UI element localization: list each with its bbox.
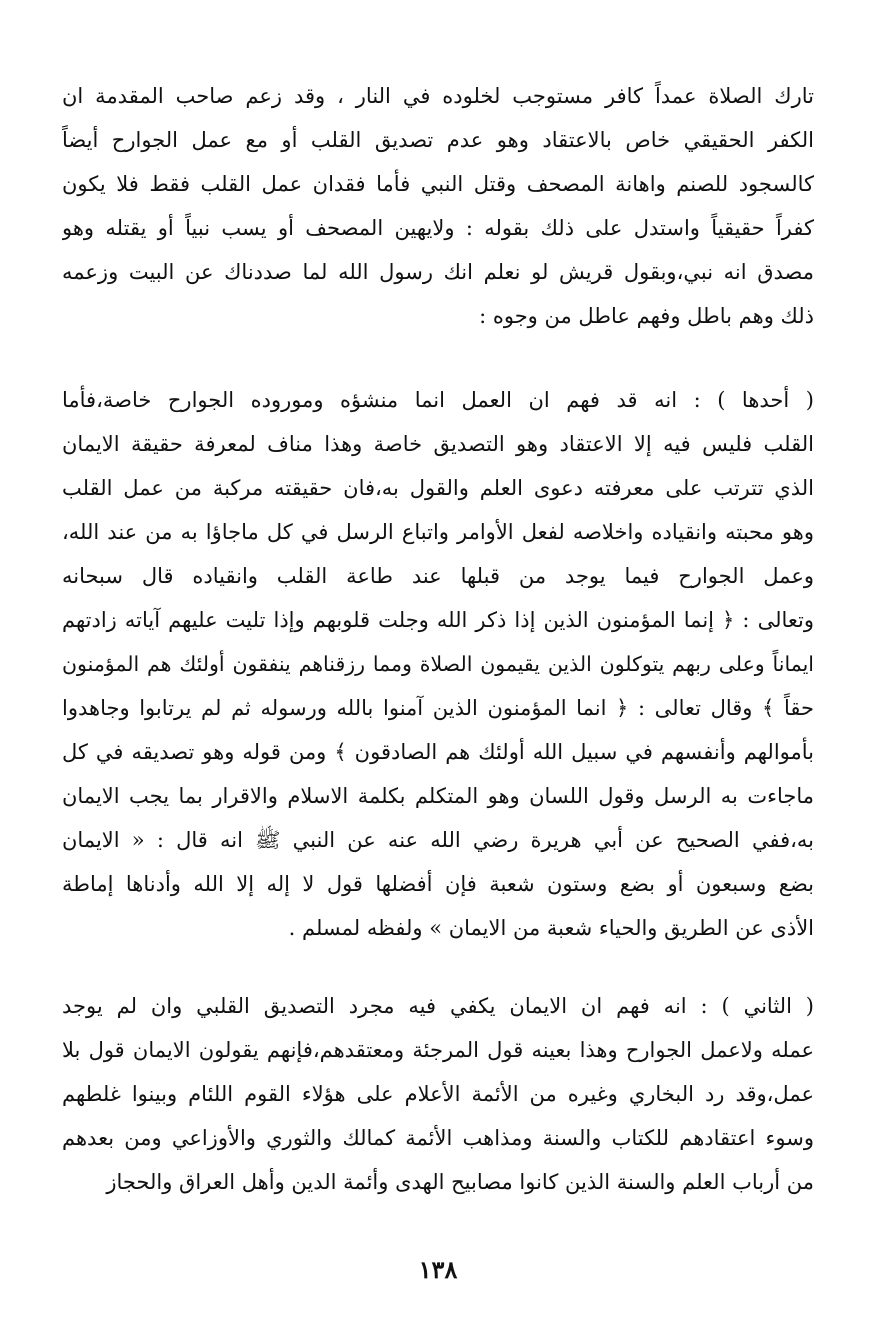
paragraph-intro	[62, 74, 814, 338]
text-line: القلب فليس فيه إلا الاعتقاد وهو التصديق خاصة وهذا مناف لمعرفة حقيقة الايمان	[62, 432, 814, 456]
text-line: الأذى عن الطريق والحياء شعبة من الايمان » ولفظه لمسلم .	[288, 916, 814, 940]
text-line: كفراً حقيقياً واستدل على ذلك بقوله : ولايهين المصحف أو يسب نبياً أو يقتله وهو	[62, 216, 814, 240]
text-line: عمله ولاعمل الجوارح وهذا بعينه قول المرجئة ومعتقدهم،فإنهم يقولون الايمان قول بلا	[62, 1038, 814, 1062]
text-line: وسوء اعتقادهم للكتاب والسنة ومذاهب الأئمة كمالك والثوري والأوزاعي ومن بعدهم	[62, 1126, 814, 1150]
text-line: حقاً ﴾ وقال تعالى : ﴿ انما المؤمنون الذين آمنوا بالله ورسوله ثم لم يرتابوا وجاهدوا	[62, 696, 814, 720]
text-line: كالسجود للصنم واهانة المصحف وقتل النبي فأما فقدان عمل القلب فقط فلا يكون	[62, 172, 814, 196]
text-line: ذلك وهم باطل وفهم عاطل من وجوه :	[479, 304, 814, 328]
page-number: ١٣٨	[418, 1255, 458, 1284]
text-line: وهو محبته وانقياده واخلاصه لفعل الأوامر واتباع الرسل في كل ماجاؤا به من عند الله،	[62, 520, 814, 544]
text-line: بأموالهم وأنفسهم في سبيل الله أولئك هم الصادقون ﴾ ومن قوله وهو تصديقه في كل	[62, 740, 814, 764]
paragraph-second-point	[62, 984, 814, 1204]
text-line: عمل،وقد رد البخاري وغيره من الأئمة الأعلام على هؤلاء القوم اللئام وبينوا غلطهم	[62, 1082, 814, 1106]
text-line: مصدق انه نبي،وبقول قريش لو نعلم انك رسول الله لما صددناك عن البيت وزعمه	[62, 260, 814, 284]
text-line: الذي تترتب على معرفته دعوى العلم والقول به،فان حقيقته مركبة من عمل القلب	[62, 476, 814, 500]
text-line: ( الثاني ) : انه فهم ان الايمان يكفي فيه مجرد التصديق القلبي وان لم يوجد	[62, 994, 814, 1018]
text-line: بضع وسبعون أو بضع وستون شعبة فإن أفضلها قول لا إله إلا الله وأدناها إماطة	[62, 872, 814, 896]
text-line: وتعالى : ﴿ إنما المؤمنون الذين إذا ذكر الله وجلت قلوبهم وإذا تليت عليهم آياته زادتهم	[62, 608, 814, 632]
text-line: ( أحدها ) : انه قد فهم ان العمل انما منشؤه وموروده الجوارح خاصة،فأما	[62, 388, 814, 412]
text-line: ايماناً وعلى ربهم يتوكلون الذين يقيمون الصلاة ومما رزقناهم ينفقون أولئك هم المؤمنون	[62, 652, 814, 676]
text-line: ماجاءت به الرسل وقول اللسان وهو المتكلم بكلمة الاسلام والاقرار بما يجب الايمان	[62, 784, 814, 808]
text-line: تارك الصلاة عمداً كافر مستوجب لخلوده في النار ، وقد زعم صاحب المقدمة ان	[62, 84, 814, 108]
text-line: من أرباب العلم والسنة الذين كانوا مصابيح الهدى وأئمة الدين وأهل العراق والحجاز	[106, 1170, 814, 1194]
text-line: وعمل الجوارح فيما يوجد من قبلها عند طاعة القلب وانقياده قال سبحانه	[62, 564, 814, 588]
paragraph-first-point	[62, 378, 814, 950]
text-line: الكفر الحقيقي خاص بالاعتقاد وهو عدم تصديق القلب أو مع عمل الجوارح أيضاً	[62, 128, 814, 152]
text-line: به،ففي الصحيح عن أبي هريرة رضي الله عنه عن النبي ﷺ انه قال : « الايمان	[62, 828, 814, 852]
